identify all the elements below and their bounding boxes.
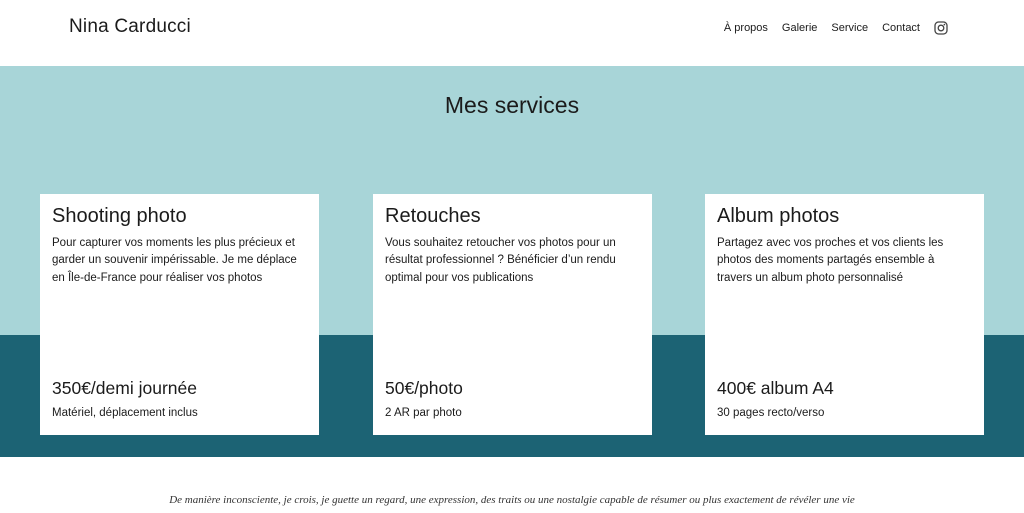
service-card-note: 30 pages recto/verso — [717, 407, 825, 419]
service-card-album — [705, 194, 984, 435]
service-card-shooting — [40, 194, 319, 435]
services-title: Mes services — [444, 92, 580, 118]
nav-link-contact[interactable]: Contact — [882, 22, 920, 34]
service-card-title: Retouches — [385, 205, 481, 227]
service-card-price: 50€/photo — [385, 378, 463, 398]
site-header — [0, 0, 1024, 66]
brand-name[interactable]: Nina Carducci — [69, 16, 191, 37]
nav-link-a-propos[interactable]: À propos — [723, 22, 768, 34]
main-nav — [710, 21, 948, 35]
service-card-price: 350€/demi journée — [52, 378, 197, 398]
service-card-note: 2 AR par photo — [385, 407, 462, 419]
service-card-description: Pour capturer vos moments les plus précieux et garder un souvenir impérissable. Je me déplace en Île-de-France pour réaliser vos photos — [52, 237, 297, 284]
nav-link-galerie[interactable]: Galerie — [781, 22, 818, 34]
service-card-description: Vous souhaitez retoucher vos photos pour un résultat professionnel ? Bénéficier d’un rendu optimal pour vos publications — [385, 237, 616, 284]
instagram-icon[interactable] — [934, 21, 948, 35]
service-card-retouches — [373, 194, 652, 435]
quote-text: De manière inconsciente, je crois, je guette un regard, une expression, des traits ou une nostalgie capable de résumer ou plus exactement de révéler une vie — [169, 494, 855, 506]
service-card-title: Album photos — [717, 205, 840, 227]
service-card-note: Matériel, déplacement inclus — [52, 407, 198, 419]
service-card-title: Shooting photo — [52, 205, 187, 227]
service-card-price: 400€ album A4 — [717, 378, 834, 398]
nav-link-service[interactable]: Service — [831, 22, 869, 34]
service-card-description: Partagez avec vos proches et vos clients les photos des moments partagés ensemble à travers un album photo personnalisé — [717, 237, 944, 284]
